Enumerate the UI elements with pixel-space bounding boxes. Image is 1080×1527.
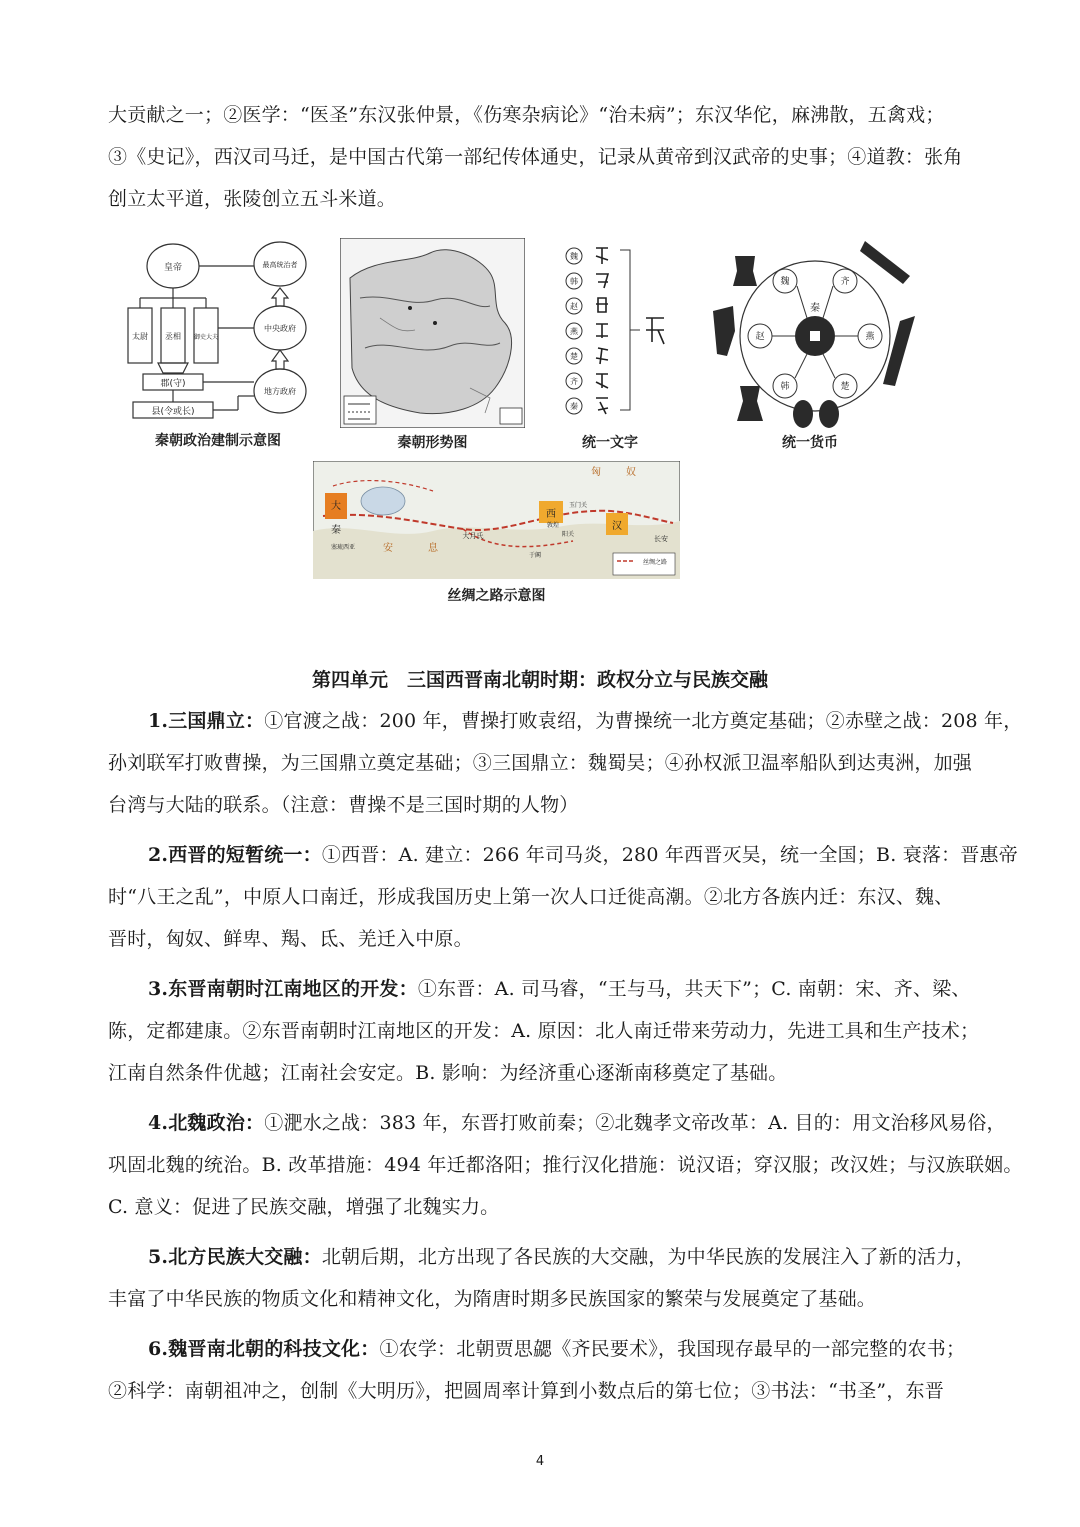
script-state-5: 齐	[570, 377, 578, 386]
silk-place-0: 匈	[591, 467, 601, 478]
silk-legend-label: 丝绸之路	[642, 559, 668, 566]
item-5-line-2: 丰富了中华民族的物质文化和精神文化，为隋唐时期多民族国家的繁荣与发展奠定了基础。	[108, 1288, 877, 1310]
unified-currency-diagram	[705, 236, 925, 430]
script-state-labels	[570, 251, 579, 411]
script-caption: 统一文字	[582, 435, 638, 451]
unit-title: 第四单元 三国西晋南北朝时期：政权分立与民族交融	[311, 669, 768, 691]
silk-place-4: 安	[383, 543, 393, 554]
intro-line-2: ③《史记》，西汉司马迁，是中国古代第一部纪传体通史，记录从黄帝到汉武帝的史事；④道教：张角	[108, 146, 963, 168]
silk-place-3: 秦	[331, 525, 341, 536]
item-1-head: 1.三国鼎立：	[148, 710, 265, 732]
item-4-head: 4.北魏政治：	[148, 1112, 265, 1134]
item-3-line-2: 陈，定都建康。②东晋南朝时江南地区的开发：A. 原因：北人南迁带来劳动力，先进工具和生产技术；	[108, 1020, 980, 1042]
item-2-head: 2.西晋的短暂统一：	[148, 844, 322, 866]
silk-place-13: 西	[546, 509, 556, 520]
jun-label: 郡(守)	[160, 379, 186, 389]
script-state-1: 韩	[570, 277, 578, 286]
intro-paragraph	[108, 94, 970, 220]
silk-place-11: 长安	[654, 535, 668, 543]
item-6-line-2: ②科学：南朝祖冲之，创制《大明历》，把圆周率计算到小数点后的第七位；③书法：“书圣”，东晋	[108, 1380, 944, 1402]
item-1	[108, 700, 1023, 826]
silk-place-1: 奴	[626, 467, 636, 478]
item-2-line-2: 时“八王之乱”，中原人口南迁，形成我国历史上第一次人口迁徙高潮。②北方各族内迁：东汉、魏、	[108, 886, 954, 908]
intro-line-3: 创立太平道，张陵创立五斗米道。	[108, 188, 397, 210]
item-2-line-3: 晋时，匈奴、鲜卑、羯、氐、羌迁入中原。	[108, 928, 473, 950]
item-2	[108, 834, 1018, 960]
silk-road-caption: 丝绸之路示意图	[447, 588, 546, 604]
silk-place-8: 阳关	[561, 531, 575, 538]
yushi-label: 御史大夫	[193, 334, 219, 341]
chengxiang-label: 丞相	[165, 332, 181, 341]
currency-state-5: 楚	[840, 382, 850, 392]
item-5-head: 5.北方民族大交融：	[148, 1246, 322, 1268]
silk-place-7: 玉门关	[568, 502, 588, 509]
silk-road-map	[313, 461, 680, 579]
supreme-label: 最高统治者	[262, 261, 298, 269]
script-state-4: 楚	[570, 352, 578, 361]
emperor-label: 皇帝	[163, 263, 183, 273]
item-5	[108, 1236, 975, 1320]
script-state-6: 秦	[570, 402, 578, 411]
currency-center-label: 秦	[810, 303, 820, 314]
silk-place-9: 敦煌	[546, 522, 560, 529]
unified-script-diagram	[560, 238, 700, 428]
item-6-line-1: ①农学：北朝贾思勰《齐民要术》，我国现存最早的一部完整的农书；	[379, 1338, 966, 1360]
qin-map-caption: 秦朝形势图	[397, 435, 468, 451]
currency-state-0: 魏	[780, 277, 790, 287]
currency-state-4: 韩	[780, 382, 790, 392]
item-4-line-3: C. 意义：促进了民族交融，增强了北魏实力。	[108, 1196, 500, 1218]
politics-caption: 秦朝政治建制示意图	[155, 433, 281, 449]
item-5-line-1: 北朝后期，北方出现了各民族的大交融，为中华民族的发展注入了新的活力，	[321, 1246, 975, 1268]
silk-place-12: 汉	[612, 521, 622, 532]
unit-body	[108, 700, 1023, 1412]
silk-place-5: 息	[428, 543, 438, 554]
script-state-0: 魏	[570, 252, 578, 261]
item-3-line-3: 江南自然条件优越；江南社会安定。B. 影响：为经济重心逐渐南移奠定了基础。	[108, 1062, 788, 1084]
silk-place-14: 塞琉西亚	[330, 544, 356, 551]
intro-line-1: 大贡献之一；②医学：“医圣”东汉张仲景，《伤寒杂病论》“治未病”；东汉华佗，麻沸散，五禽戏；	[108, 104, 945, 126]
local-label: 地方政府	[264, 387, 296, 396]
item-6-head: 6.魏晋南北朝的科技文化：	[148, 1338, 380, 1360]
central-label: 中央政府	[264, 324, 296, 333]
currency-state-1: 齐	[840, 277, 850, 287]
currency-caption: 统一货币	[782, 435, 838, 451]
item-4-line-1: ①淝水之战：383 年，东晋打败前秦；②北魏孝文帝改革：A. 目的：用文治移风易俗，	[264, 1112, 1006, 1134]
silk-place-10: 于阗	[528, 552, 542, 559]
script-state-2: 赵	[570, 302, 578, 311]
item-3-head: 3.东晋南朝时江南地区的开发：	[148, 978, 418, 1000]
item-2-line-1: ①西晋：A. 建立：266 年司马炎，280 年西晋灭吴，统一全国；B. 衰落：晋惠帝	[321, 844, 1018, 866]
script-state-3: 燕	[570, 327, 578, 336]
item-1-line-1: ①官渡之战：200 年，曹操打败袁绍，为曹操统一北方奠定基础；②赤壁之战：208 年，	[264, 710, 1023, 732]
item-3	[108, 968, 980, 1094]
silk-place-2: 大	[331, 501, 341, 512]
item-1-line-3: 台湾与大陆的联系。（注意：曹操不是三国时期的人物）	[108, 794, 579, 816]
taiwei-label: 太尉	[132, 332, 148, 341]
page-number: 4	[535, 1454, 545, 1469]
xian-label: 县(令或长)	[151, 407, 195, 417]
item-3-line-1: ①东晋：A. 司马睿，“王与马，共天下”；C. 南朝：宋、齐、梁、	[417, 978, 971, 1000]
item-4	[108, 1102, 1023, 1228]
currency-state-2: 赵	[755, 332, 765, 342]
currency-state-3: 燕	[865, 332, 875, 342]
item-1-line-2: 孙刘联军打败曹操，为三国鼎立奠定基础；③三国鼎立：魏蜀吴；④孙权派卫温率船队到达夷洲，加强	[108, 752, 973, 774]
item-4-line-2: 巩固北魏的统治。B. 改革措施：494 年迁都洛阳；推行汉化措施：说汉语；穿汉服；改汉姓；与汉族联姻。	[108, 1154, 1023, 1176]
silk-place-6: 大月氏	[462, 532, 484, 540]
qin-territory-map	[340, 238, 525, 428]
qin-politics-diagram	[118, 236, 318, 426]
item-6	[108, 1328, 970, 1412]
